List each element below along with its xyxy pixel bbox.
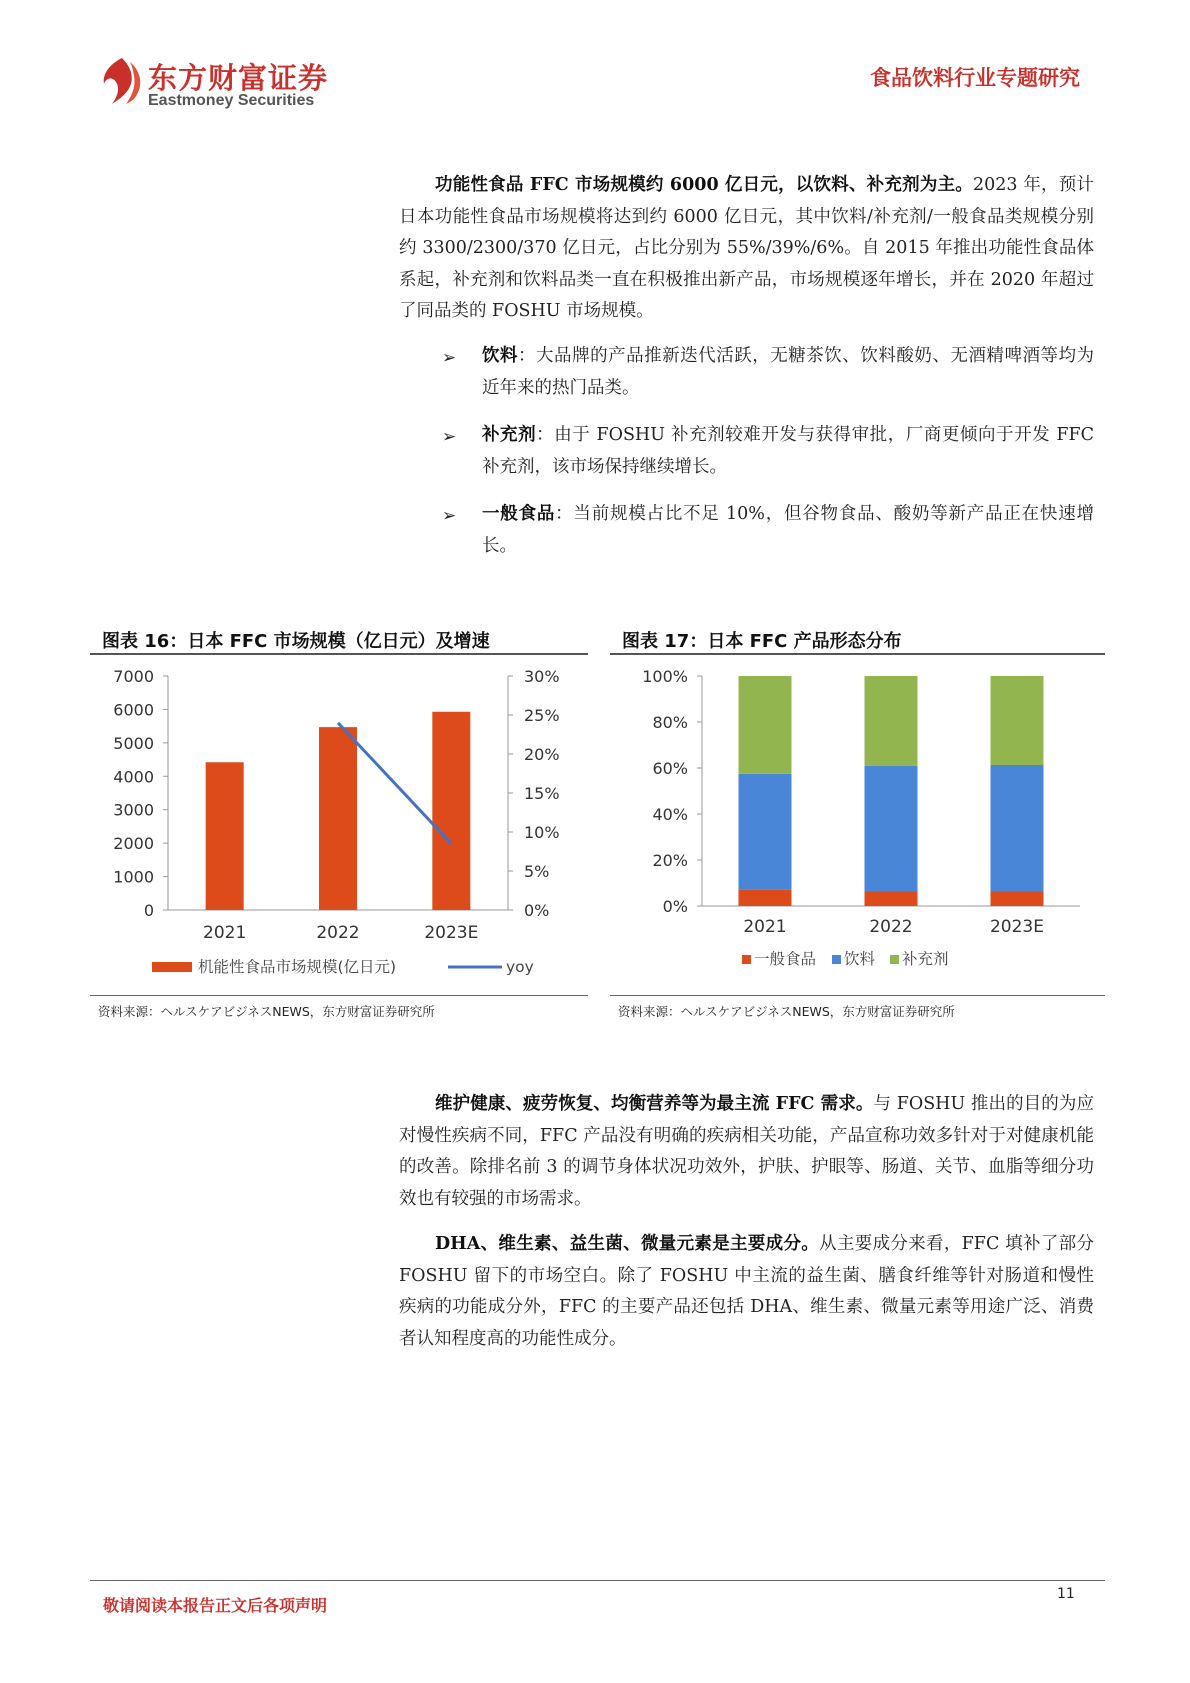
chart17-bar-segment [739, 676, 792, 774]
chart16-x-tick-label: 2022 [316, 923, 360, 943]
chart17-bar-segment [865, 766, 918, 891]
chart17-legend-label: 补充剂 [902, 950, 949, 968]
footer-rule [90, 1580, 1105, 1581]
chart16-left-tick-label: 2000 [113, 834, 154, 854]
chart17-bar-segment [991, 676, 1044, 765]
bullet-arrow-icon: ➢ [442, 348, 457, 368]
paragraph-ffc-ingredients [399, 1229, 1094, 1355]
paragraph-body: 2023 年，预计日本功能性食品市场规模将达到约 6000 亿日元，其中饮料/补充剂/一般食品类规模分别约 3300/2300/370 亿日元，占比分别为 55%/39%/6%。自 2015 年推出功能性食品体系起，补充剂和饮料品类一直在积极推出新产品，市场规模逐年增长，并在 2020 年超过了同品类的 FOSHU 市场规模。 [399, 175, 1094, 321]
paragraph-body: 与 FOSHU 推出的目的为应对慢性疾病不同，FFC 产品没有明确的疾病相关功能，产品宣称功效多针对于对健康机能的改善。除排名前 3 的调节身体状况功效外，护肤、护眼等、肠道、关节、血脂等细分功效也有较强的市场需求。 [399, 1094, 1094, 1209]
chart16-left-tick-label: 0 [143, 901, 154, 920]
chart17-y-tick-label: 80% [652, 713, 688, 732]
chart17-legend-swatch [742, 955, 751, 964]
chart16-right-tick-label: 30% [524, 667, 560, 686]
chart16-top-rule [90, 653, 588, 655]
chart17-legend-swatch [890, 955, 899, 964]
paragraph-ffc-demand [399, 1089, 1094, 1215]
chart17-legend-label: 饮料 [844, 950, 876, 968]
bullet-arrow-icon: ➢ [442, 427, 457, 447]
logo-text-cn: 东方财富证券 [148, 61, 329, 95]
chart16-bar [432, 712, 470, 910]
chart17-bar-segment [739, 890, 792, 906]
paragraph-ffc-market [399, 170, 1094, 328]
chart17-bar-segment [865, 891, 918, 906]
page-number: 11 [1057, 1586, 1075, 1602]
chart16-left-tick-label: 5000 [113, 733, 154, 753]
chart17-y-tick-label: 100% [642, 667, 688, 686]
chart16-title: 图表 16：日本 FFC 市场规模（亿日元）及增速 [102, 631, 490, 652]
chart17-y-tick-label: 0% [662, 897, 688, 916]
logo-mark [100, 56, 144, 106]
chart17-title: 图表 17：日本 FFC 产品形态分布 [622, 631, 902, 652]
chart17-svg [610, 658, 1105, 988]
chart16-x-tick-label: 2021 [203, 923, 247, 943]
footer-disclaimer-note: 敬请阅读本报告正文后各项声明 [103, 1596, 328, 1615]
chart17-y-tick-label: 40% [652, 805, 688, 824]
chart17-bar-segment [991, 892, 1044, 906]
chart17-x-tick-label: 2023E [989, 917, 1045, 937]
chart16-bottom-rule [90, 995, 588, 996]
chart16-right-tick-label: 5% [524, 862, 550, 881]
logo-text-en: Eastmoney Securities [148, 92, 315, 109]
chart17-y-tick-label: 20% [652, 851, 688, 870]
report-category: 食品饮料行业专题研究 [870, 66, 1080, 90]
chart16-right-tick-label: 10% [524, 823, 560, 842]
chart17-bar-segment [991, 765, 1044, 892]
chart16-left-tick-label: 1000 [113, 867, 154, 887]
chart17-bar-segment [739, 774, 792, 890]
chart16-svg [90, 658, 588, 988]
chart17-y-tick-label: 60% [652, 759, 688, 778]
chart16-left-tick-label: 3000 [113, 800, 154, 820]
chart17-legend-swatch [832, 955, 841, 964]
paragraph-lead: 维护健康、疲劳恢复、均衡营养等为最主流 FFC 需求。 [435, 1094, 874, 1114]
chart17-source: 资料来源：ヘルスケアビジネスNEWS，东方财富证券研究所 [618, 1004, 955, 1019]
chart16-bar [206, 762, 244, 910]
chart16-legend-line-label: yoy [506, 958, 534, 976]
chart16-legend-bar-label: 机能性食品市场规模(亿日元) [198, 958, 397, 976]
chart17-x-tick-label: 2022 [869, 917, 913, 937]
chart16-left-tick-label: 7000 [113, 667, 154, 686]
chart16-left-tick-label: 4000 [113, 767, 154, 787]
bullet-general-food: 一般食品：当前规模占比不足 10%，但谷物食品、酸奶等新产品正在快速增长。 [482, 504, 1095, 556]
chart17-legend-label: 一般食品 [754, 950, 817, 968]
chart17-bottom-rule [610, 995, 1105, 996]
chart17-bar-segment [865, 676, 918, 766]
chart17-top-rule [610, 653, 1105, 655]
paragraph-lead: 功能性食品 FFC 市场规模约 6000 亿日元，以饮料、补充剂为主。 [435, 175, 974, 195]
chart16-right-tick-label: 0% [524, 901, 550, 920]
chart16-source: 资料来源：ヘルスケアビジネスNEWS，东方财富证券研究所 [98, 1004, 435, 1019]
chart16-bar [319, 727, 357, 910]
chart16-x-tick-label: 2023E [424, 923, 479, 943]
chart16-right-tick-label: 20% [524, 745, 560, 764]
chart17-x-tick-label: 2021 [743, 917, 787, 937]
chart16-left-tick-label: 6000 [113, 700, 154, 720]
bullet-arrow-icon: ➢ [442, 506, 457, 526]
chart16-legend-bar-swatch [152, 962, 192, 972]
bullet-supplement: 补充剂：由于 FOSHU 补充剂较难开发与获得审批，厂商更倾向于开发 FFC 补充剂，该市场保持继续增长。 [482, 425, 1094, 477]
paragraph-body: 从主要成分来看，FFC 填补了部分 FOSHU 留下的市场空白。除了 FOSHU 中主流的益生菌、膳食纤维等针对肠道和慢性疾病的功能成分外，FFC 的主要产品还包括 DHA、维生素、微量元素等用途广泛、消费者认知程度高的功能性成分。 [399, 1234, 1094, 1349]
bullet-beverage: 饮料：大品牌的产品推新迭代活跃，无糖茶饮、饮料酸奶、无酒精啤酒等均为近年来的热门品类。 [482, 346, 1094, 398]
chart16-right-tick-label: 15% [524, 784, 560, 803]
paragraph-lead: DHA、维生素、益生菌、微量元素是主要成分。 [435, 1234, 820, 1254]
chart16-right-tick-label: 25% [524, 706, 560, 725]
